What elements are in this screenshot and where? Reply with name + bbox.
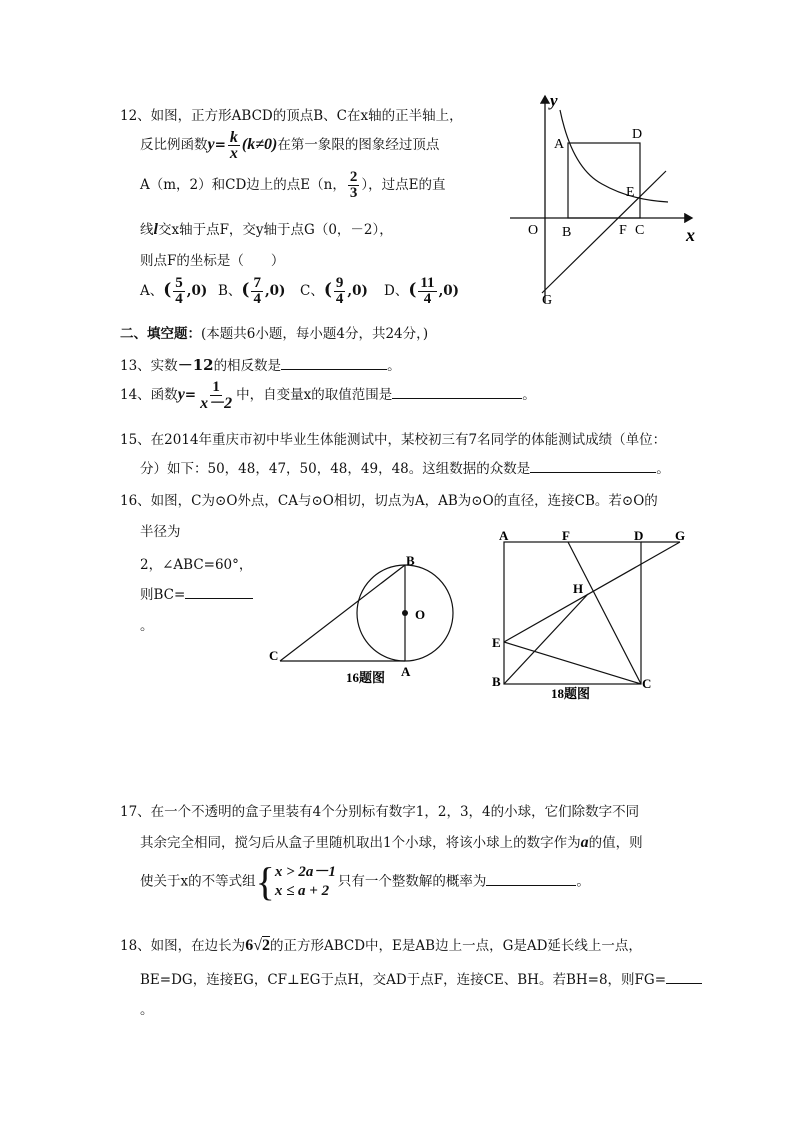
q12-line1: 12、如图，正方形ABCD的顶点B、C在x轴的正半轴上， (120, 108, 463, 124)
fig18-caption: 18题图 (551, 686, 591, 701)
label-c: C (635, 223, 645, 238)
q18-line2: BE=DG，连接EG，CF⊥EG于点H，交AD于点F，连接CE、BH。若BH=8，则FG= (140, 968, 702, 988)
label-x: x (686, 225, 695, 245)
q16-line5: 。 (140, 618, 154, 634)
label-d: D (632, 127, 643, 142)
fig16-label-c: C (269, 648, 279, 663)
q17-line2: 其余完全相同，搅匀后从盒子里随机取出1个小球，将该小球上的数字作为a的值，则 (140, 834, 643, 851)
q12-line2 (140, 130, 439, 161)
fig16-label-b: B (406, 553, 415, 568)
q12-option-a[interactable]: A、( $\frac{5}{4}$ ,0) (140, 275, 208, 307)
q13: 13、实数－12的相反数是 。 (120, 356, 401, 374)
q17-inequality-system: x > 2a－1 x ≤ a + 2 (274, 864, 336, 899)
q12-fn-cond: (k≠0) (241, 136, 278, 153)
label-g: G (542, 293, 553, 308)
q14: 14、函数y= $\frac{1}{x-2}$ 中，自变量x的取值范围是 。 (120, 379, 536, 412)
figure-16 (262, 552, 462, 690)
fig18-label-f: F (562, 528, 570, 543)
fig18-label-e: E (492, 635, 501, 650)
q16-line2: 半径为 (140, 524, 181, 540)
segment-ce (504, 642, 641, 684)
label-e: E (626, 185, 635, 200)
fig18-label-a: A (499, 528, 509, 543)
q16-answer-blank[interactable] (185, 586, 253, 599)
q18-line3: 。 (140, 1002, 154, 1018)
label-o: O (528, 223, 539, 238)
q12-line3: A（m，2）和CD边上的点E（n， $\frac{2}{3}$ ），过点E的直 (140, 169, 446, 201)
q12-fn-eq: = (214, 137, 226, 153)
q12-line2a: 反比例函数 (140, 137, 208, 153)
label-f: F (619, 223, 627, 238)
fig18-label-d: D (634, 528, 644, 543)
segment-cf (568, 542, 641, 684)
q12-coordinate-graph (510, 88, 710, 310)
fig16-label-o: O (415, 607, 426, 622)
segment-bh (504, 594, 588, 684)
q15-line1: 15、在2014年重庆市初中毕业生体能测试中，某校初三有7名同学的体能测试成绩（单位： (120, 432, 667, 448)
label-y: y (550, 91, 558, 110)
q12-line5: 则点F的坐标是（ ） (140, 253, 285, 269)
fig16-label-a: A (401, 664, 411, 679)
q12-fn-y: y (207, 136, 215, 153)
q12-option-c[interactable]: C、( $\frac{9}{4}$ ,0) (300, 275, 368, 307)
fig16-caption: 16题图 (346, 670, 386, 685)
q13-answer-blank[interactable] (281, 357, 387, 370)
q12-line4: 线l交x轴于点F，交y轴于点G（0，－2）， (140, 221, 393, 238)
q12-fn-fraction: $\frac{k}{x}$ (229, 129, 238, 162)
hyperbola-curve (560, 110, 668, 202)
q17-line1: 17、在一个不透明的盒子里装有4个分别标有数字1，2，3，4的小球，它们除数字不同 (120, 804, 640, 820)
q12-e-fraction: $\frac{2}{3}$ (349, 169, 358, 201)
segment-eg (504, 542, 680, 642)
center-dot (402, 610, 408, 616)
q17-answer-blank[interactable] (486, 873, 576, 886)
label-b: B (562, 225, 572, 240)
q16-line3: 2，∠ABC=60°， (140, 557, 253, 573)
q15-line2: 分）如下：50，48，47，50，48，49，48。这组数据的众数是 。 (140, 461, 670, 477)
q12-line2b: 在第一象限的图象经过顶点 (277, 137, 440, 153)
section2-heading: 二、填空题：(本题共6小题，每小题4分，共24分，) (120, 326, 429, 342)
q16-line1: 16、如图，C为⊙O外点，CA与⊙O相切，切点为A，AB为⊙O的直径，连接CB。若⊙O的 (120, 493, 658, 509)
q17-line3: 使关于x的不等式组{ x > 2a－1 x ≤ a + 2 只有一个整数解的概率为 。 (140, 859, 590, 904)
label-a: A (554, 137, 565, 152)
q15-answer-blank[interactable] (530, 460, 656, 473)
segment-cb (280, 565, 405, 661)
q18-answer-blank[interactable] (666, 971, 702, 984)
fig18-label-h: H (573, 581, 584, 596)
q18-line1: 18、如图，在边长为6√2的正方形ABCD中，E是AB边上一点，G是AD延长线上一点， (120, 937, 642, 954)
line-l (542, 171, 666, 293)
q16-line4: 则BC= (140, 583, 253, 603)
fig18-label-c: C (642, 676, 652, 691)
fig18-label-b: B (492, 674, 501, 689)
q12-option-d[interactable]: D、( $\frac{11}{4}$ ,0) (384, 275, 460, 307)
fig18-label-g: G (675, 528, 686, 543)
q12-option-b[interactable]: B、( $\frac{7}{4}$ ,0) (218, 275, 286, 307)
figure-18 (488, 528, 698, 706)
q14-answer-blank[interactable] (392, 386, 522, 399)
